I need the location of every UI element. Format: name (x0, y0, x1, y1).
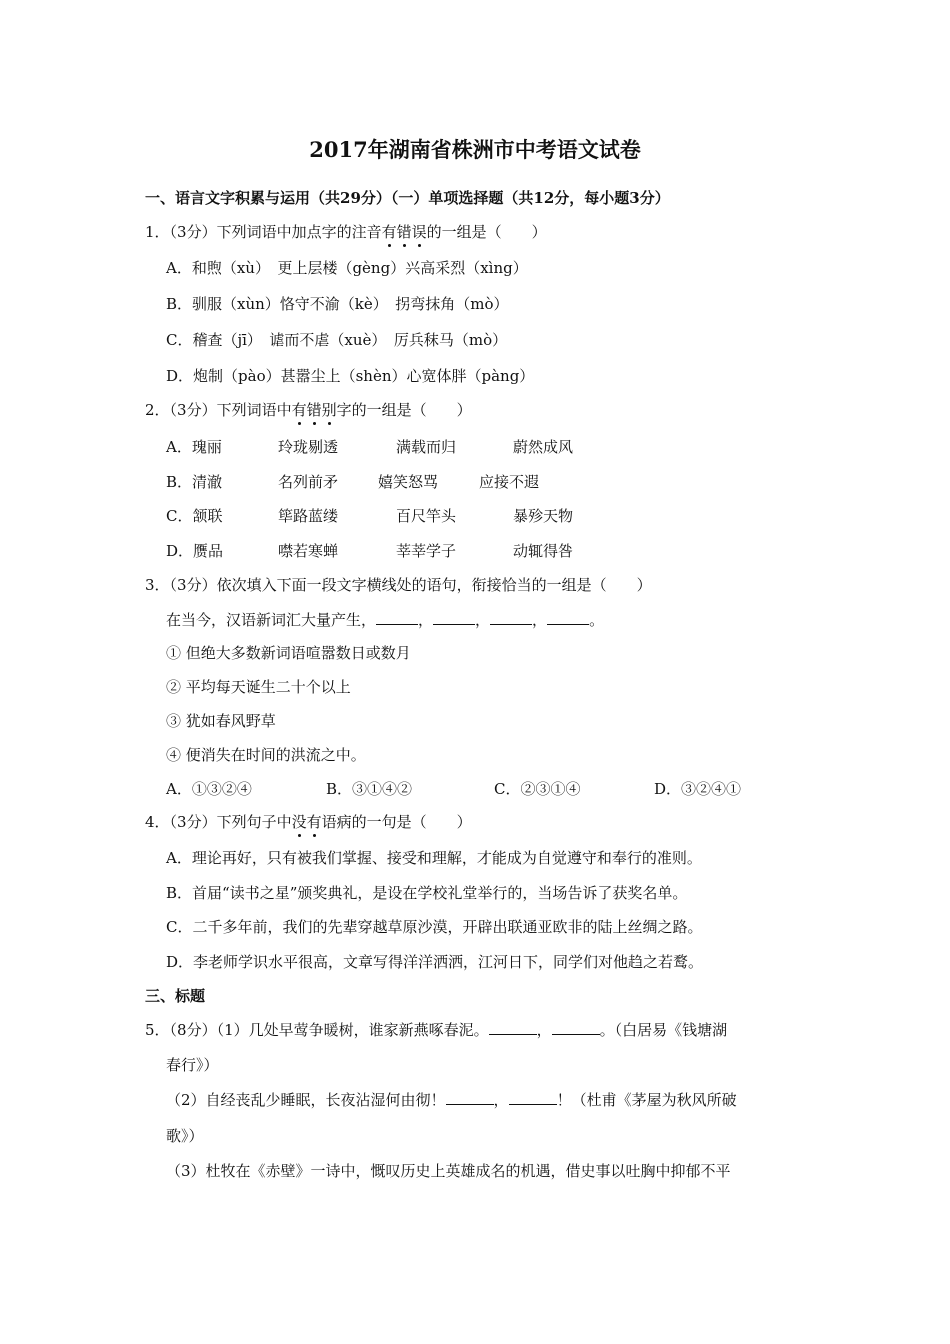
question-5-line-5: （3）杜牧在《赤壁》一诗中，慨叹历史上英雄成名的机遇，借史事以吐胸中抑郁不平 (166, 1162, 731, 1180)
fill-blank (509, 1090, 557, 1105)
q4-option-b: B．首届“读书之星”颁奖典礼，是设在学校礼堂举行的，当场告诉了获奖名单。 (166, 884, 688, 902)
q1-dotted-char: 有 (381, 223, 397, 241)
q3-sep: ， (475, 611, 491, 629)
q3-item-4: ④ 便消失在时间的洪流之中。 (166, 746, 366, 764)
fill-blank (446, 1090, 494, 1105)
q3-option-c: C．②③①④ (494, 780, 581, 798)
q5-text: 5．（8分）（1）几处早莺争暖树，谁家新燕啄春泥。 (145, 1021, 489, 1039)
q3-option-a: A．①③②④ (166, 780, 252, 798)
question-3-stem: 3．（3分）依次填入下面一段文字横线处的语句，衔接恰当的一组是（ ） (145, 576, 652, 594)
q2-b-word1: B．清澈 (166, 473, 223, 491)
q4-dotted-char: 有 (306, 813, 322, 831)
q1-stem-end: 的一组是（ ） (426, 223, 547, 241)
q4-option-c: C．二千多年前，我们的先辈穿越草原沙漠，开辟出联通亚欧非的陆上丝绸之路。 (166, 918, 703, 936)
q4-option-d: D．李老师学识水平很高，文章写得洋洋洒洒，江河日下，同学们对他趋之若鹜。 (166, 953, 704, 971)
q4-option-a: A．理论再好，只有被我们掌握、接受和理解，才能成为自觉遵守和奉行的准则。 (166, 849, 702, 867)
q3-passage (166, 609, 604, 631)
question-5-line-3 (166, 1089, 737, 1111)
q1-stem-text: 1．（3分）下列词语中加点字的注音 (145, 223, 382, 241)
q2-dotted-char: 错 (306, 401, 322, 419)
q2-a-word3: 满载而归 (396, 438, 457, 456)
fill-blank (547, 610, 589, 625)
fill-blank (433, 610, 475, 625)
section-heading-3: 三、标题 (145, 987, 206, 1005)
question-2-stem (145, 399, 472, 421)
q2-stem-text: 2．（3分）下列词语中 (145, 401, 292, 419)
q3-option-d: D．③②④① (654, 780, 742, 798)
q5-text: （2）自经丧乱少睡眠，长夜沾湿何由彻！ (166, 1091, 446, 1109)
question-4-stem (145, 811, 472, 833)
q2-a-word2: 玲珑剔透 (278, 438, 339, 456)
question-5-line-1 (145, 1019, 727, 1041)
page-title: 2017年湖南省株洲市中考语文试卷 (309, 137, 641, 162)
question-5-line-2: 春行》） (166, 1056, 219, 1074)
q3-option-b: B．③①④② (326, 780, 413, 798)
q5-sep: ， (536, 1021, 552, 1039)
q1-dotted-char: 误 (411, 223, 427, 241)
fill-blank (376, 610, 418, 625)
q3-item-2: ② 平均每天诞生二十个以上 (166, 678, 351, 696)
q1-option-d: D．炮制（pào）甚嚣尘上（shèn）心宽体胖（pàng） (166, 367, 535, 385)
q4-dotted-char: 没 (291, 813, 307, 831)
q2-a-word1: A．瑰丽 (166, 438, 222, 456)
q2-stem-end: 字的一组是（ ） (336, 401, 472, 419)
q3-item-3: ③ 犹如春风野草 (166, 712, 276, 730)
q2-c-word3: 百尺竿头 (396, 507, 457, 525)
q3-sep: ， (532, 611, 548, 629)
fill-blank (490, 610, 532, 625)
q4-stem-text: 4．（3分）下列句子中 (145, 813, 292, 831)
q1-option-a: A．和煦（xù） 更上层楼（gèng）兴高采烈（xìng） (166, 259, 528, 277)
q3-passage-text: 在当今，汉语新词汇大量产生， (166, 611, 377, 629)
q1-option-b: B．驯服（xùn）恪守不渝（kè） 拐弯抹角（mò） (166, 295, 509, 313)
q5-sep: ， (493, 1091, 509, 1109)
fill-blank (489, 1020, 537, 1035)
q3-sep: ， (418, 611, 434, 629)
q2-c-word4: 暴殄天物 (513, 507, 574, 525)
q2-c-word2: 筚路蓝缕 (278, 507, 339, 525)
q2-d-word1: D．赝品 (166, 542, 224, 560)
q2-b-word2: 名列前矛 (278, 473, 339, 491)
question-5-line-4: 歌》） (166, 1127, 204, 1145)
q2-dotted-char: 有 (291, 401, 307, 419)
q5-source: 。（白居易《钱塘湖 (599, 1021, 728, 1039)
q4-stem-end: 语病的一句是（ ） (321, 813, 472, 831)
q3-item-1: ① 但绝大多数新词语喧嚣数日或数月 (166, 644, 411, 662)
q1-dotted-char: 错 (396, 223, 412, 241)
q2-d-word2: 噤若寒蝉 (278, 542, 339, 560)
q2-a-word4: 蔚然成风 (513, 438, 574, 456)
q2-c-word1: C．颔联 (166, 507, 223, 525)
q2-dotted-char: 别 (321, 401, 337, 419)
q2-b-word4: 应接不遐 (479, 473, 540, 491)
q5-source: ！（杜甫《茅屋为秋风所破 (556, 1091, 737, 1109)
q2-d-word3: 莘莘学子 (396, 542, 457, 560)
question-1-stem (145, 221, 547, 243)
q2-b-word3: 嬉笑怒骂 (378, 473, 439, 491)
fill-blank (552, 1020, 600, 1035)
q1-option-c: C．稽查（jī） 谑而不虐（xuè） 厉兵秣马（mò） (166, 331, 508, 349)
q2-d-word4: 动辄得咎 (513, 542, 574, 560)
q3-end: 。 (589, 611, 605, 629)
section-heading-1: 一、语言文字积累与运用（共29分）（一）单项选择题（共12分，每小题3分） (145, 189, 670, 207)
